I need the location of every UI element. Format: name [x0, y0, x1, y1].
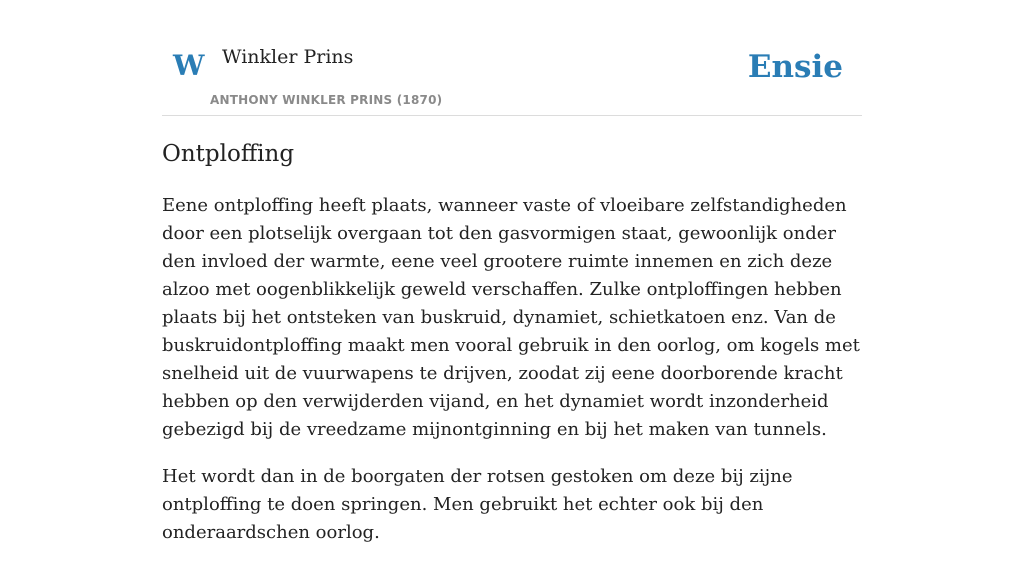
- source-header: [162, 0, 862, 116]
- source-author: ANTHONY WINKLER PRINS (1870): [210, 93, 443, 107]
- ensie-logo[interactable]: Ensie: [747, 49, 843, 85]
- source-title-link[interactable]: Winkler Prins: [222, 46, 354, 68]
- article-title: Ontploffing: [162, 141, 295, 167]
- source-logo-icon[interactable]: W: [173, 49, 205, 82]
- article-paragraph: Het wordt dan in de boorgaten der rotsen gestoken om deze bij zijne ontploffing te doen springen. Men gebruikt het echter ook bij den onderaardschen oorlog.: [162, 466, 793, 543]
- article-paragraph: Eene ontploffing heeft plaats, wanneer vaste of vloeibare zelfstandigheden door een plotselijk overgaan tot den gasvormigen staat, gewoonlijk onder den invloed der warmte, eene veel grootere ruimte innemen en zich deze alzoo met oogenblikkelijk geweld verschaffen. Zulke ontploffingen hebben plaats bij het ontsteken van buskruid, dynamiet, schietkatoen enz. Van de buskruidontploffing maakt men vooral gebruik in den oorlog, om kogels met snelheid uit de vuurwapens te drijven, zoodat zij eene doorborende kracht hebben op den verwijderden vijand, en het dynamiet wordt inzonderheid gebezigd bij de vreedzame mijnontginning en bij het maken van tunnels.: [162, 195, 860, 440]
- article-body: [162, 192, 867, 566]
